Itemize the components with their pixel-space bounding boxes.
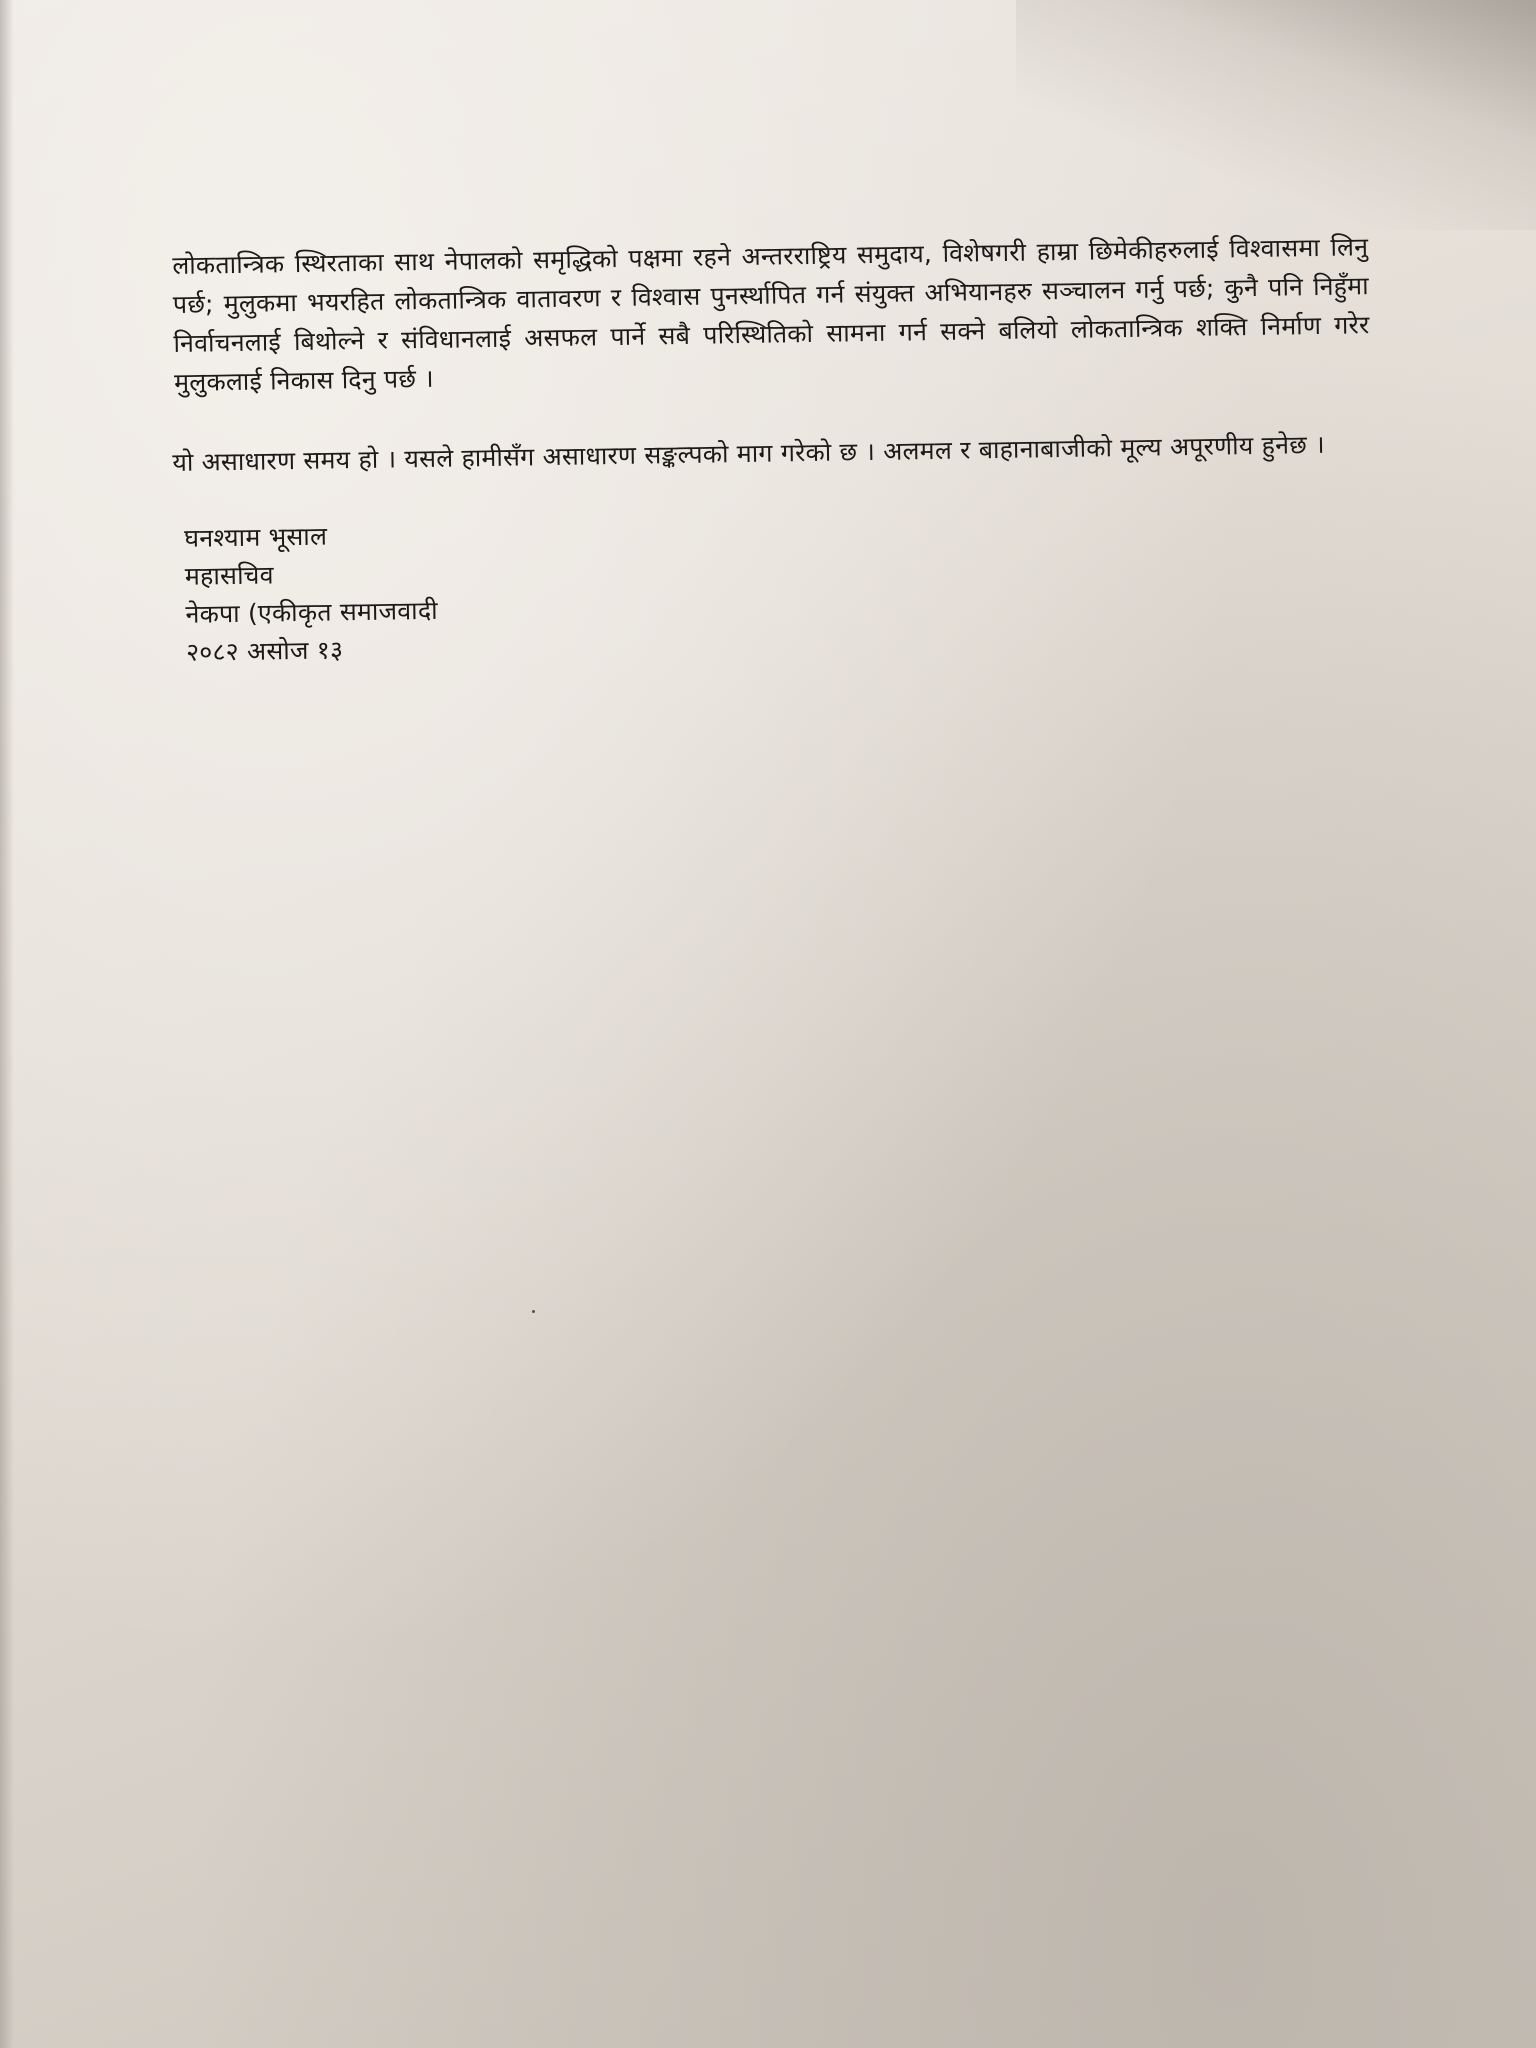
left-edge-shadow bbox=[0, 0, 14, 2048]
signatory-name: घनश्याम भूसाल bbox=[184, 521, 328, 553]
signatory-organization: नेकपा (एकीकृत समाजवादी bbox=[185, 595, 439, 629]
signatory-title: महासचिव bbox=[184, 560, 274, 591]
document-date: २०८२ असोज १३ bbox=[185, 635, 344, 667]
paragraph-2: यो असाधारण समय हो । यसले हामीसँग असाधारण सङ्कल्पको माग गरेको छ । अलमल र बाहानाबाजीको मूल्य अपूरणीय हुनेछ । bbox=[172, 429, 1325, 477]
signature-block bbox=[172, 501, 1370, 672]
paper-speck bbox=[532, 1310, 535, 1313]
corner-shadow bbox=[1016, 0, 1536, 230]
paragraph-1: लोकतान्त्रिक स्थिरताका साथ नेपालको समृद्धिको पक्षमा रहने अन्तरराष्ट्रिय समुदाय, विशेषगरी हाम्रा छिमेकीहरुलाई विश्वासमा लिनु पर्छ; मुलुकमा भयरहित लोकतान्त्रिक वातावरण र विश्वास पुनर्स्थापित गर्न संयुक्त अभियानहरु सञ्चालन गर्नु पर्छ; कुनै पनि निहुँमा निर्वाचनलाई बिथोल्ने र संविधानलाई असफल पार्ने सबै परिस्थितिको सामना गर्न सक्ने बलियो लोकतान्त्रिक शक्ति निर्माण गरेर मुलुकलाई निकास दिनु पर्छ । bbox=[172, 232, 1370, 397]
document-body bbox=[172, 232, 1370, 672]
